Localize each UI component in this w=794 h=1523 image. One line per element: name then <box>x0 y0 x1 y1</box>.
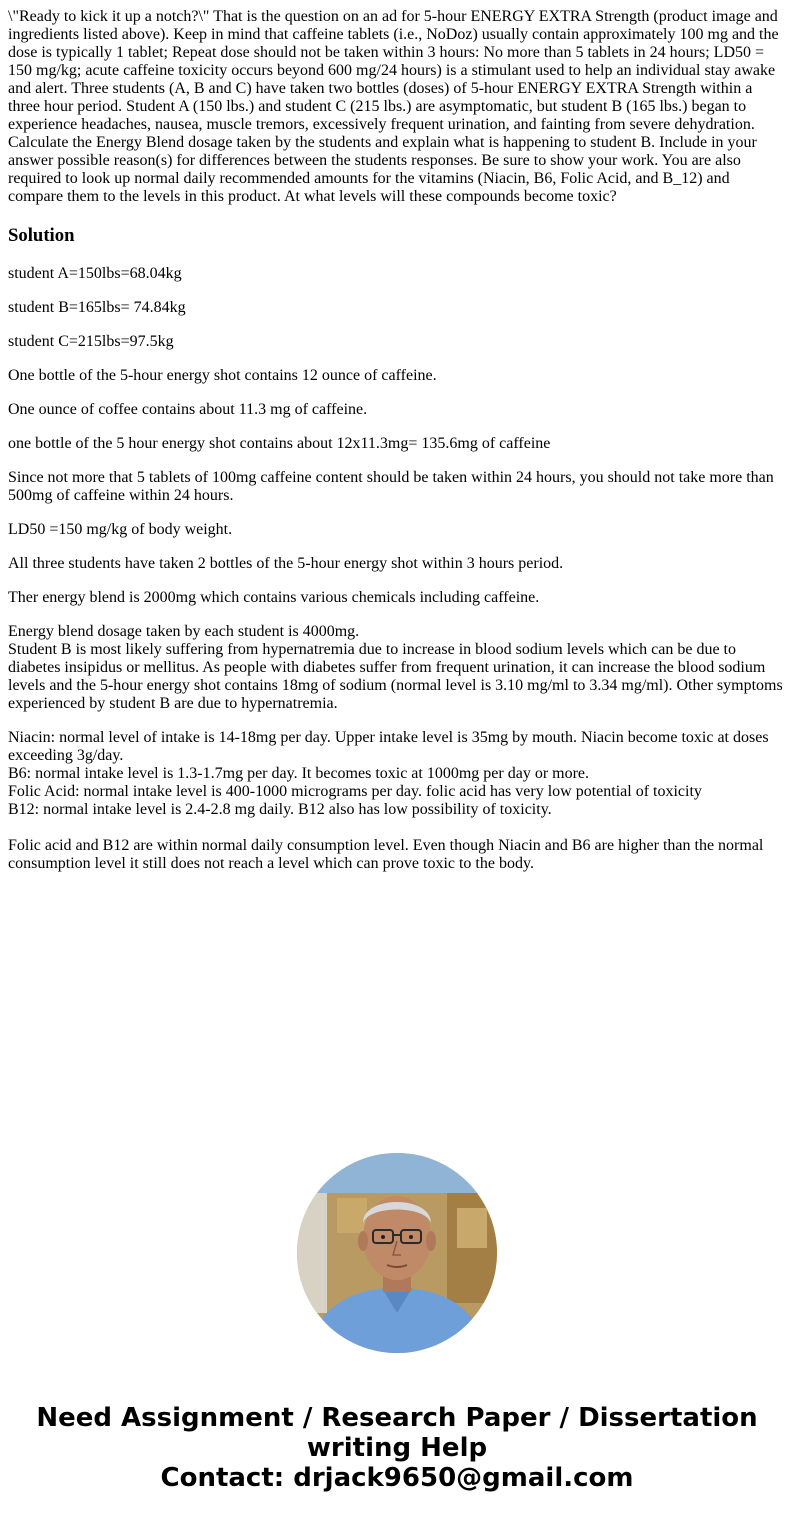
author-portrait-image <box>297 1153 497 1353</box>
vitamins-paragraph <box>8 729 786 873</box>
b12-text: B12: normal intake level is 2.4-2.8 mg daily. B12 also has low possibility of toxicity. <box>8 801 552 818</box>
two-bottles-text: All three students have taken 2 bottles of the 5-hour energy shot within 3 hours period. <box>8 555 564 572</box>
student-c-weight: student C=215lbs=97.5kg <box>8 333 174 350</box>
document-content <box>8 8 786 889</box>
footer-line-help: writing Help <box>306 1433 488 1463</box>
footer-line-contact: Contact: drjack9650@gmail.com <box>160 1463 634 1493</box>
footer-contact-banner <box>0 1403 794 1493</box>
bottle-caffeine-text: One bottle of the 5-hour energy shot contains 12 ounce of caffeine. <box>8 367 437 384</box>
coffee-ounce-text: One ounce of coffee contains about 11.3 mg of caffeine. <box>8 401 368 418</box>
student-b-explanation: Student B is most likely suffering from hypernatremia due to increase in blood sodium levels which can be due to diabetes insipidus or mellitus. As people with diabetes suffer from frequent urination, it can increase the blood sodium levels and the 5-hour energy shot contains 18mg of sodium (normal level is 3.10 mg/ml to 3.34 mg/ml). Other symptoms experienced by student B are due to hypernatremia. <box>8 641 783 712</box>
dosage-text: Energy blend dosage taken by each student is 4000mg. <box>8 623 360 640</box>
question-text: \"Ready to kick it up a notch?\" That is the question on an ad for 5-hour ENERGY EXTRA Strength (product image and ingredients listed above). Keep in mind that caffeine tablets (i.e., NoDoz) usually contain approximately 100 mg and the dose is typically 1 tablet; Repeat dose should not be taken within 3 hours: No more than 5 tablets in 24 hours; LD50 = 150 mg/kg; acute caffeine toxicity occurs beyond 600 mg/24 hours) is a stimulant used to help an individual stay awake and alert. Three students (A, B and C) have taken two bottles (doses) of 5-hour ENERGY EXTRA Strength within a three hour period. Student A (150 lbs.) and student C (215 lbs.) are asymptomatic, but student B (165 lbs.) began to experience headaches, nausea, muscle tremors, excessively frequent urination, and fainting from severe dehydration. Calculate the Energy Blend dosage taken by the students and explain what is happening to student B. Include in your answer possible reason(s) for differences between the students responses. Be sure to show your work. You are also required to look up normal daily recommended amounts for the vitamins (Niacin, B6, Folic Acid, and B_12) and compare them to the levels in this product. At what levels will these compounds become toxic? <box>8 8 779 205</box>
niacin-text: Niacin: normal level of intake is 14-18mg per day. Upper intake level is 35mg by mouth. Niacin become toxic at doses exceeding 3g/day. <box>8 729 769 764</box>
caffeine-limit-text: Since not more that 5 tablets of 100mg caffeine content should be taken within 24 hours, you should not take more than 500mg of caffeine within 24 hours. <box>8 469 774 504</box>
author-avatar <box>297 1153 497 1353</box>
bottle-calc-text: one bottle of the 5 hour energy shot contains about 12x11.3mg= 135.6mg of caffeine <box>8 435 551 452</box>
dosage-paragraph <box>8 623 786 713</box>
line-break <box>8 819 786 837</box>
b6-text: B6: normal intake level is 1.3-1.7mg per day. It becomes toxic at 1000mg per day or more. <box>8 765 590 782</box>
conclusion-text: Folic acid and B12 are within normal daily consumption level. Even though Niacin and B6 are higher than the normal consumption level it still does not reach a level which can prove toxic to the body. <box>8 837 764 872</box>
solution-heading: Solution <box>8 225 75 246</box>
student-a-weight: student A=150lbs=68.04kg <box>8 265 182 282</box>
folic-acid-text: Folic Acid: normal intake level is 400-1000 micrograms per day. folic acid has very low potential of toxicity <box>8 783 702 800</box>
footer-line-assignment: Need Assignment / Research Paper / Dissertation <box>36 1403 758 1433</box>
ld50-text: LD50 =150 mg/kg of body weight. <box>8 521 233 538</box>
energy-blend-text: Ther energy blend is 2000mg which contains various chemicals including caffeine. <box>8 589 540 606</box>
student-b-weight: student B=165lbs= 74.84kg <box>8 299 186 316</box>
